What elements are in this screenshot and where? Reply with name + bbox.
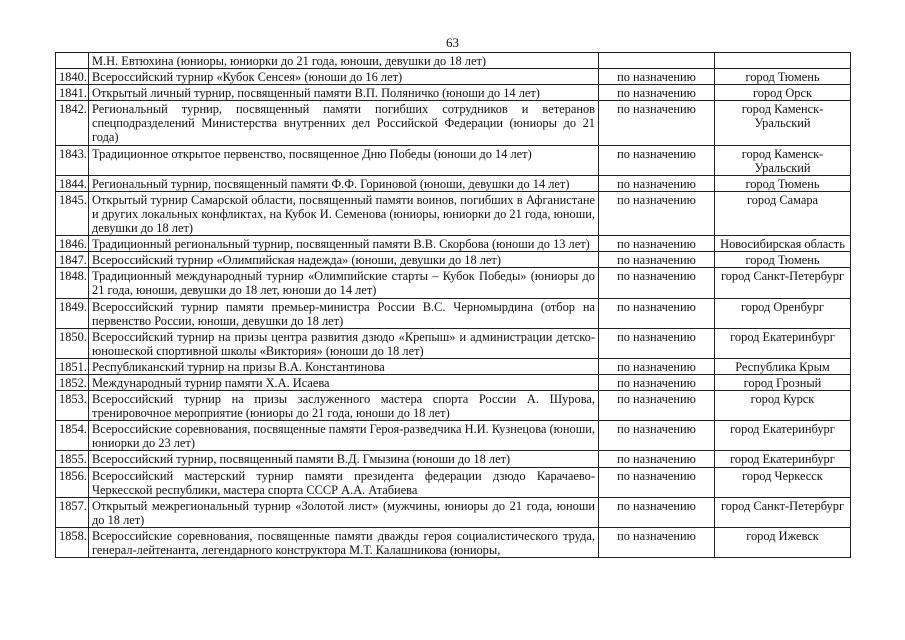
event-date: по назначению bbox=[599, 328, 715, 358]
event-date: по назначению bbox=[599, 391, 715, 421]
event-location: город Оренбург bbox=[715, 298, 851, 328]
event-description: Открытый турнир Самарской области, посвященный памяти воинов, погибших в Афганистане и других локальных конфликтах, на Кубок И. Семенова (юниоры, юниорки до 21 года, юноши, девушки до 18 лет) bbox=[89, 191, 599, 235]
event-location: город Екатеринбург bbox=[715, 451, 851, 467]
table-row bbox=[56, 53, 851, 69]
event-location: город Тюмень bbox=[715, 69, 851, 85]
event-description: Всероссийский мастерский турнир памяти президента федерации дзюдо Карачаево-Черкесской республики, мастера спорта СССР А.А. Атабиева bbox=[89, 467, 599, 497]
event-date bbox=[599, 53, 715, 69]
event-description: Региональный турнир, посвященный памяти Ф.Ф. Гориновой (юноши, девушки до 14 лет) bbox=[89, 175, 599, 191]
event-location: город Черкесск bbox=[715, 467, 851, 497]
event-location: Республика Крым bbox=[715, 358, 851, 374]
event-date: по назначению bbox=[599, 358, 715, 374]
event-date: по назначению bbox=[599, 497, 715, 527]
table-row bbox=[56, 69, 851, 85]
event-location: город Санкт-Петербург bbox=[715, 497, 851, 527]
event-location: город Каменск-Уральский bbox=[715, 145, 851, 175]
table-row bbox=[56, 101, 851, 145]
table-row bbox=[56, 391, 851, 421]
table-row bbox=[56, 268, 851, 298]
table-row bbox=[56, 236, 851, 252]
row-number: 1849. bbox=[56, 298, 89, 328]
event-date: по назначению bbox=[599, 252, 715, 268]
table-row bbox=[56, 85, 851, 101]
event-date: по назначению bbox=[599, 236, 715, 252]
event-date: по назначению bbox=[599, 298, 715, 328]
event-date: по назначению bbox=[599, 467, 715, 497]
event-description: М.Н. Евтюхина (юниоры, юниорки до 21 года, юноши, девушки до 18 лет) bbox=[89, 53, 599, 69]
event-description: Всероссийский турнир на призы заслуженного мастера спорта России А. Шурова, тренировочное мероприятие (юниоры до 21 года, юноши до 18 лет) bbox=[89, 391, 599, 421]
events-table bbox=[55, 52, 851, 558]
row-number: 1854. bbox=[56, 421, 89, 451]
event-description: Открытый личный турнир, посвященный памяти В.П. Поляничко (юноши до 14 лет) bbox=[89, 85, 599, 101]
row-number: 1851. bbox=[56, 358, 89, 374]
event-location: город Курск bbox=[715, 391, 851, 421]
event-date: по назначению bbox=[599, 69, 715, 85]
table-row bbox=[56, 421, 851, 451]
row-number: 1842. bbox=[56, 101, 89, 145]
event-location: город Орск bbox=[715, 85, 851, 101]
row-number bbox=[56, 53, 89, 69]
event-date: по назначению bbox=[599, 374, 715, 390]
event-date: по назначению bbox=[599, 451, 715, 467]
event-location: город Екатеринбург bbox=[715, 421, 851, 451]
table-row bbox=[56, 328, 851, 358]
event-location: город Грозный bbox=[715, 374, 851, 390]
event-location: город Тюмень bbox=[715, 175, 851, 191]
table-row bbox=[56, 467, 851, 497]
event-description: Традиционное открытое первенство, посвященное Дню Победы (юноши до 14 лет) bbox=[89, 145, 599, 175]
table-row bbox=[56, 451, 851, 467]
event-location: Новосибирская область bbox=[715, 236, 851, 252]
event-description: Республиканский турнир на призы В.А. Константинова bbox=[89, 358, 599, 374]
table-row bbox=[56, 527, 851, 557]
event-date: по назначению bbox=[599, 85, 715, 101]
event-description: Международный турнир памяти Х.А. Исаева bbox=[89, 374, 599, 390]
event-description: Региональный турнир, посвященный памяти погибших сотрудников и ветеранов спецподразделений Министерства внутренних дел Российской Федерации (юниоры до 21 года) bbox=[89, 101, 599, 145]
row-number: 1848. bbox=[56, 268, 89, 298]
event-description: Всероссийский турнир памяти премьер-министра России В.С. Черномырдина (отбор на первенство России, юноши, девушки до 18 лет) bbox=[89, 298, 599, 328]
table-row bbox=[56, 298, 851, 328]
event-date: по назначению bbox=[599, 268, 715, 298]
row-number: 1845. bbox=[56, 191, 89, 235]
table-row bbox=[56, 497, 851, 527]
event-description: Всероссийский турнир «Олимпийская надежда» (юноши, девушки до 18 лет) bbox=[89, 252, 599, 268]
table-row bbox=[56, 374, 851, 390]
row-number: 1858. bbox=[56, 527, 89, 557]
event-location: город Санкт-Петербург bbox=[715, 268, 851, 298]
event-location: город Тюмень bbox=[715, 252, 851, 268]
row-number: 1856. bbox=[56, 467, 89, 497]
table-row bbox=[56, 175, 851, 191]
row-number: 1855. bbox=[56, 451, 89, 467]
event-date: по назначению bbox=[599, 421, 715, 451]
row-number: 1841. bbox=[56, 85, 89, 101]
event-location: город Ижевск bbox=[715, 527, 851, 557]
event-date: по назначению bbox=[599, 191, 715, 235]
row-number: 1840. bbox=[56, 69, 89, 85]
event-location: город Екатеринбург bbox=[715, 328, 851, 358]
row-number: 1844. bbox=[56, 175, 89, 191]
event-date: по назначению bbox=[599, 527, 715, 557]
event-date: по назначению bbox=[599, 175, 715, 191]
event-description: Всероссийский турнир, посвященный памяти В.Д. Гмызина (юноши до 18 лет) bbox=[89, 451, 599, 467]
row-number: 1847. bbox=[56, 252, 89, 268]
row-number: 1852. bbox=[56, 374, 89, 390]
table-row bbox=[56, 191, 851, 235]
event-description: Традиционный международный турнир «Олимпийские старты – Кубок Победы» (юниоры до 21 года, юноши, девушки до 18 лет, юноши до 14 лет) bbox=[89, 268, 599, 298]
row-number: 1846. bbox=[56, 236, 89, 252]
row-number: 1843. bbox=[56, 145, 89, 175]
event-description: Традиционный региональный турнир, посвященный памяти В.В. Скорбова (юноши до 13 лет) bbox=[89, 236, 599, 252]
event-location bbox=[715, 53, 851, 69]
event-location: город Каменск-Уральский bbox=[715, 101, 851, 145]
row-number: 1850. bbox=[56, 328, 89, 358]
events-table-body bbox=[56, 53, 851, 558]
event-date: по назначению bbox=[599, 145, 715, 175]
event-date: по назначению bbox=[599, 101, 715, 145]
table-row bbox=[56, 252, 851, 268]
event-description: Всероссийский турнир «Кубок Сенсея» (юноши до 16 лет) bbox=[89, 69, 599, 85]
event-description: Всероссийские соревнования, посвященные памяти дважды героя социалистического труда, генерал-лейтенанта, легендарного конструктора М.Т. Калашникова (юниоры, bbox=[89, 527, 599, 557]
row-number: 1853. bbox=[56, 391, 89, 421]
table-row bbox=[56, 145, 851, 175]
event-description: Всероссийские соревнования, посвященные памяти Героя-разведчика Н.И. Кузнецова (юноши, юниорки до 23 лет) bbox=[89, 421, 599, 451]
event-location: город Самара bbox=[715, 191, 851, 235]
row-number: 1857. bbox=[56, 497, 89, 527]
event-description: Открытый межрегиональный турнир «Золотой лист» (мужчины, юниоры до 21 года, юноши до 18 лет) bbox=[89, 497, 599, 527]
page-number: 63 bbox=[446, 35, 459, 50]
event-description: Всероссийский турнир на призы центра развития дзюдо «Крепыш» и администрации детско-юношеской спортивной школы «Виктория» (юноши до 18 лет) bbox=[89, 328, 599, 358]
table-row bbox=[56, 358, 851, 374]
